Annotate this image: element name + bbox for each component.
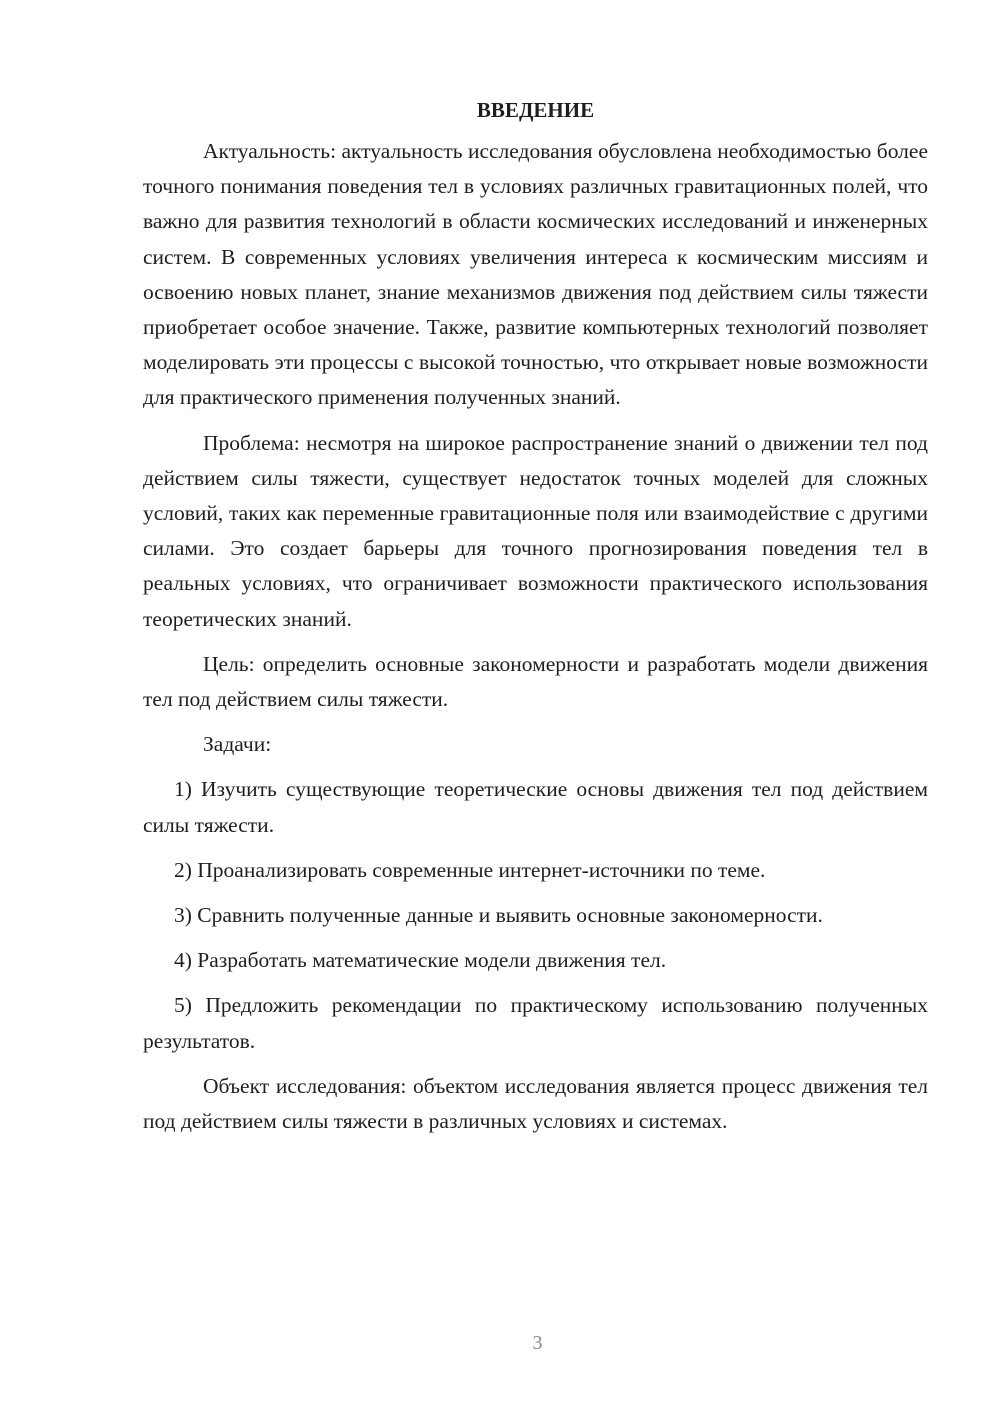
tasks-heading: Задачи:: [203, 732, 272, 757]
document-page: [143, 92, 928, 1149]
task-item: 2) Проанализировать современные интернет-источники по теме.: [174, 857, 766, 882]
task-item: 5) Предложить рекомендации по практическому использованию полученных результатов.: [143, 993, 928, 1053]
section-title: ВВЕДЕНИЕ: [476, 98, 595, 122]
object-paragraph: Объект исследования: объектом исследования является процесс движения тел под действием силы тяжести в различных условиях и системах.: [143, 1073, 928, 1134]
relevance-paragraph: Актуальность: актуальность исследования обусловлена необходимостью более точного понимания поведения тел в условиях различных гравитационных полей, что важно для развития технологий в области космических исследований и инженерных систем. В современных условиях увеличения интереса к космическим миссиям и освоению новых планет, знание механизмов движения под действием силы тяжести приобретает особое значение. Также, развитие компьютерных технологий позволяет моделировать эти процессы с высокой точностью, что открывает новые возможности для практического применения полученных знаний.: [143, 139, 928, 410]
problem-paragraph: Проблема: несмотря на широкое распространение знаний о движении тел под действием силы тяжести, существует недостаток точных моделей для сложных условий, таких как переменные гравитационные поля или взаимодействие с другими силами. Это создает барьеры для точного прогнозирования поведения тел в реальных условиях, что ограничивает возможности практического использования теоретических знаний.: [143, 430, 928, 631]
page-number: 3: [532, 1332, 543, 1354]
task-item: 1) Изучить существующие теоретические основы движения тел под действием силы тяжести.: [143, 777, 928, 837]
task-item: 3) Сравнить полученные данные и выявить основные закономерности.: [174, 903, 823, 928]
task-item: 4) Разработать математические модели движения тел.: [174, 948, 667, 973]
goal-paragraph: Цель: определить основные закономерности и разработать модели движения тел под действием силы тяжести.: [143, 651, 928, 712]
